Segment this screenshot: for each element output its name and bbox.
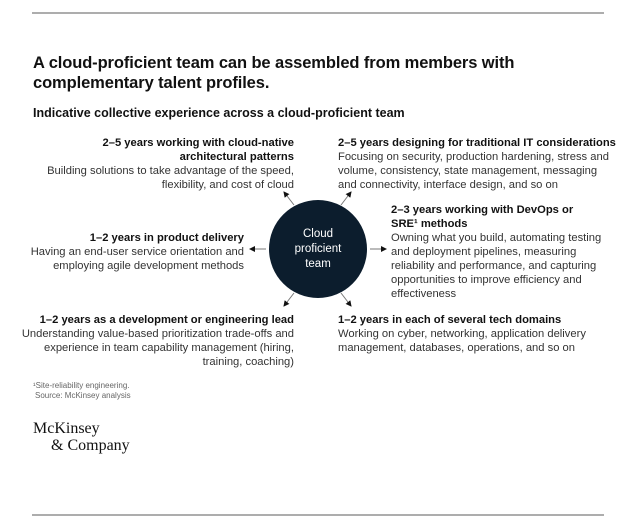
profile-description: Understanding value-based prioritization trade-offs and	[21, 328, 294, 340]
profile-heading: SRE¹ methods	[391, 218, 468, 230]
arrow-bottom-right-icon	[341, 293, 351, 306]
footnotes	[33, 381, 131, 401]
center-label: Cloud	[302, 227, 334, 240]
profile-description: and connectivity, interface design, and so on	[338, 179, 558, 191]
profile-description: experience in team capability management (hiring,	[44, 342, 294, 354]
profile-description: Having an end-user service orientation and	[30, 246, 244, 258]
page-title: A cloud-proficient team can be assembled from members with complementary talent profiles.	[33, 54, 515, 92]
arrow-bottom-left-icon	[284, 293, 294, 306]
profile-description: management, databases, operations, and so on	[338, 342, 575, 354]
profile-description: training, coaching)	[202, 356, 294, 368]
profile-description: volume, consistency, state management, messaging	[338, 165, 598, 177]
profile-description: employing agile development methods	[53, 260, 244, 272]
profile-heading: 1–2 years as a development or engineering lead	[39, 314, 294, 326]
arrow-top-left-icon	[284, 192, 294, 205]
profile-heading: 2–3 years working with DevOps or	[391, 204, 574, 216]
company-logo	[33, 420, 130, 454]
source-text: Source: McKinsey analysis	[35, 391, 131, 400]
profile-heading: 1–2 years in product delivery	[89, 232, 244, 244]
profile-description: reliability and performance, and capturing	[391, 260, 597, 272]
profile-description: Focusing on security, production hardening, stress and	[338, 151, 609, 163]
arrow-top-right-icon	[341, 192, 351, 205]
center-label: team	[305, 257, 331, 270]
profile-description: Owning what you build, automating testing	[391, 232, 602, 244]
profile-heading: 2–5 years working with cloud-native	[102, 137, 294, 149]
profile-description: Working on cyber, networking, application delivery	[338, 328, 586, 340]
bottom-rule	[32, 514, 604, 516]
profile-heading: 2–5 years designing for traditional IT considerations	[338, 137, 616, 149]
logo-line: & Company	[51, 437, 130, 454]
profile-description: Building solutions to take advantage of the speed,	[47, 165, 294, 177]
logo-line: McKinsey	[33, 420, 100, 437]
profile-heading: architectural patterns	[179, 151, 294, 163]
profile-description: and deployment pipelines, measuring	[391, 246, 577, 258]
center-label: proficient	[294, 242, 342, 255]
footnote-text: ¹Site-reliability engineering.	[33, 381, 130, 390]
chart-subtitle: Indicative collective experience across a cloud-proficient team	[33, 106, 405, 120]
profile-description: effectiveness	[391, 288, 457, 300]
center-node	[269, 200, 367, 298]
profile-description: flexibility, and cost of cloud	[161, 179, 294, 191]
profile-description: opportunities to improve efficiency and	[391, 274, 582, 286]
profile-heading: 1–2 years in each of several tech domains	[338, 314, 562, 326]
